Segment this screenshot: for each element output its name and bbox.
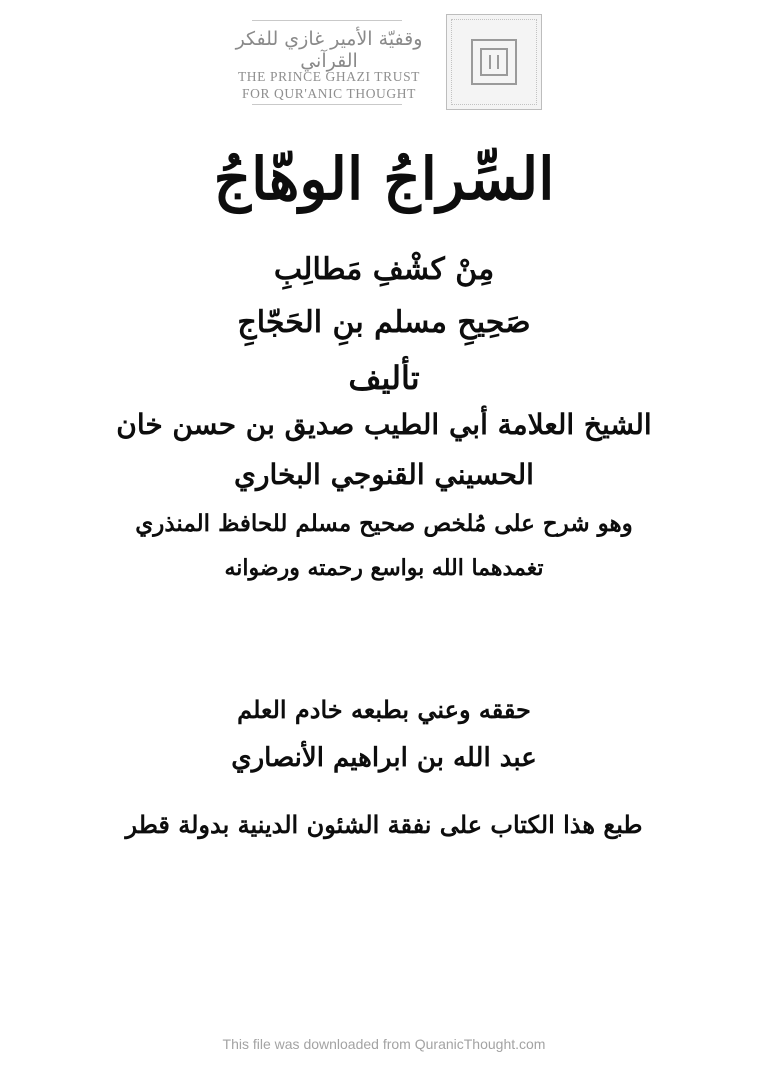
kufic-square-icon xyxy=(471,39,517,85)
book-subtitle-line2: صَحِيحِ مسلم بنِ الحَجّاجِ xyxy=(237,305,531,340)
trust-name-english-line2: FOR QUR'ANIC THOUGHT xyxy=(242,86,416,101)
edited-by-label: حققه وعني بطبعه خادم العلم xyxy=(237,695,531,724)
trust-name-english-line1: THE PRINCE GHAZI TRUST xyxy=(237,69,421,84)
header-top-rule xyxy=(252,20,402,21)
author-name-line1: الشيخ العلامة أبي الطيب صديق بن حسن خان xyxy=(116,408,652,441)
book-subtitle-line1: مِنْ كشْفِ مَطالِبِ xyxy=(273,252,495,287)
trust-seal-logo xyxy=(446,14,542,110)
authorship-label: تأليف xyxy=(348,359,420,397)
header-bottom-rule xyxy=(252,104,402,105)
publication-note: طبع هذا الكتاب على نفقة الشئون الدينية بدولة قطر xyxy=(125,810,643,839)
book-description: وهو شرح على مُلخص صحيح مسلم للحافظ المنذري xyxy=(135,510,633,537)
author-name-line2: الحسيني القنوجي البخاري xyxy=(234,458,534,491)
book-title: السِّراجُ الوهّاجُ xyxy=(213,145,555,213)
editor-name: عبد الله بن ابراهيم الأنصاري xyxy=(231,743,537,773)
prayer-line: تغمدهما الله بواسع رحمته ورضوانه xyxy=(224,555,544,581)
download-footer: This file was downloaded from QuranicThought.com xyxy=(222,1036,546,1052)
trust-header xyxy=(222,14,542,110)
trust-name-arabic: وقفيّة الأمير غازي للفكر القرآني xyxy=(235,28,423,72)
